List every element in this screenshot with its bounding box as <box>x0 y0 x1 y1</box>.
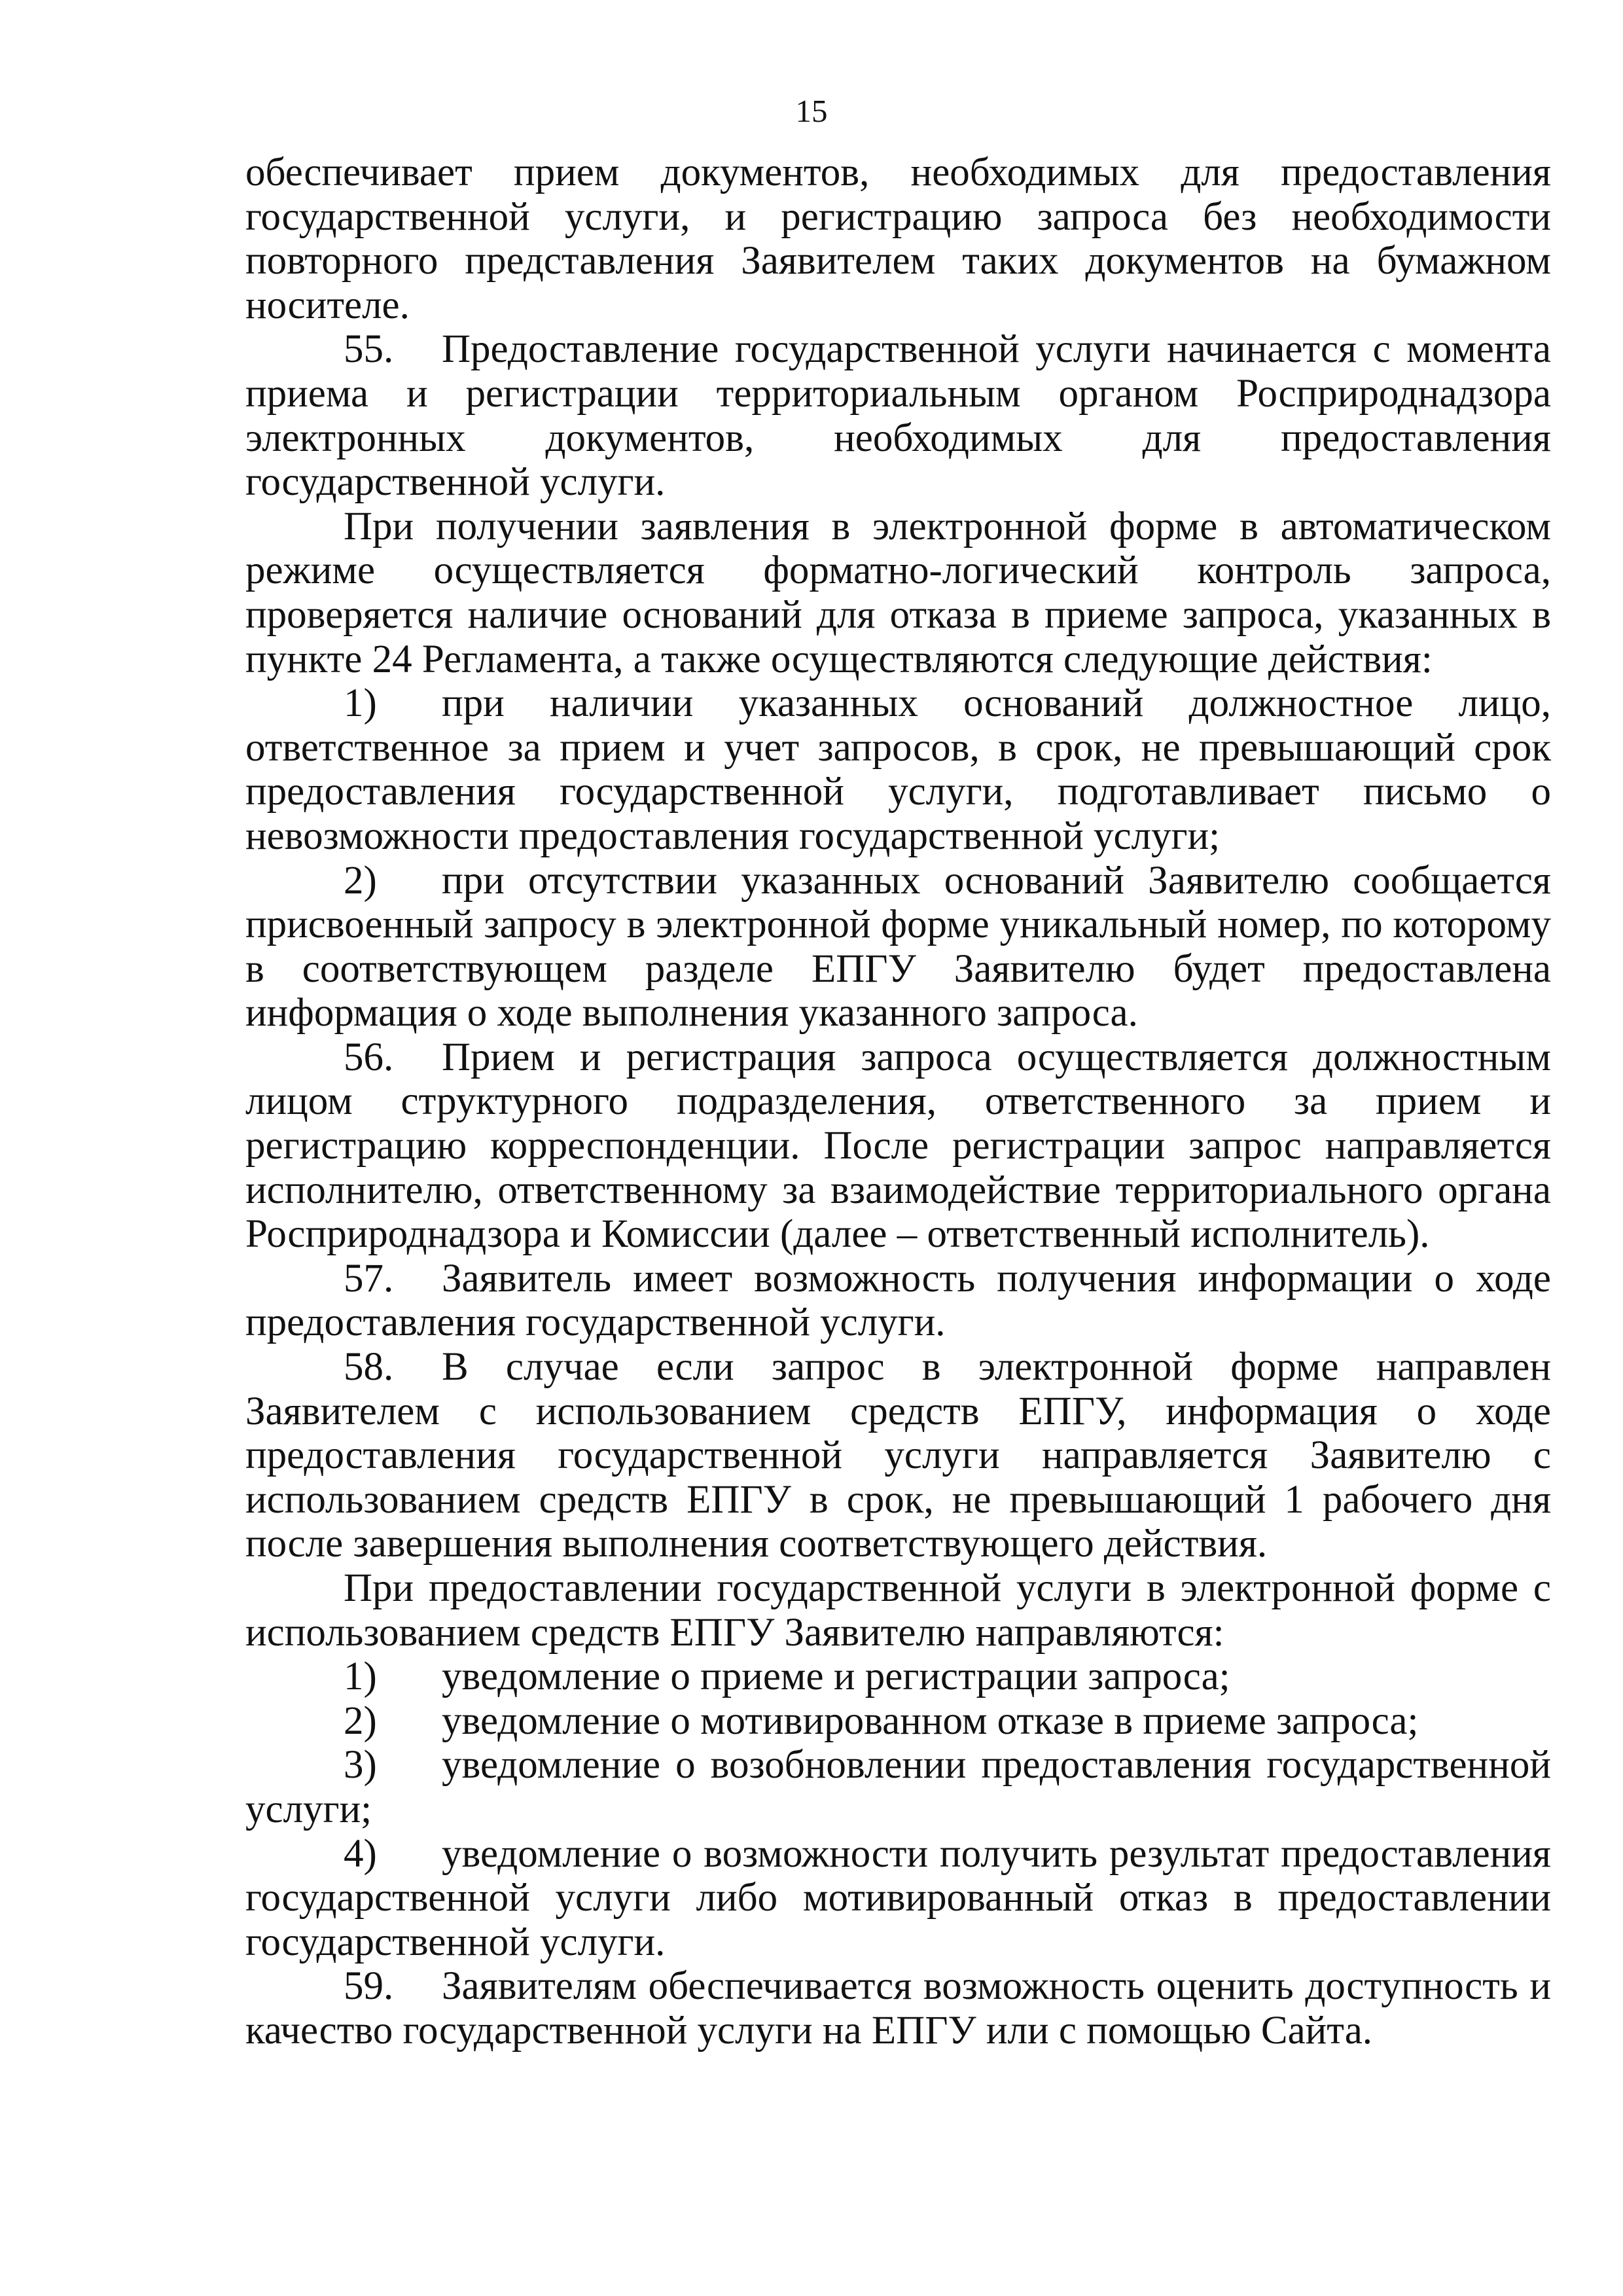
paragraph-text: Предоставление государственной услуги начинается с момента приема и регистрации территориальным органом Росприроднадзора электронных документов, необходимых для предоставления государственной услуги. <box>245 327 1551 505</box>
paragraph-56 <box>245 1035 1551 1257</box>
paragraph-55 <box>245 327 1551 504</box>
paragraph-number: 55. <box>344 327 394 372</box>
paragraph-59 <box>245 1964 1551 2053</box>
paragraph-57 <box>245 1257 1551 1345</box>
list-item-text: уведомление о возобновлении предоставления государственной услуги; <box>245 1743 1551 1831</box>
paragraph-text: При получении заявления в электронной форме в автоматическом режиме осуществляется форматно-логический контроль запроса, проверяется наличие оснований для отказа в приеме запроса, указанных в пункте 24 Регламента, а также осуществляются следующие действия: <box>245 504 1551 681</box>
paragraph-continuation <box>245 151 1551 327</box>
paragraph-text: обеспечивает прием документов, необходимых для предоставления государственной услуги, и регистрацию запроса без необходимости повторного представления Заявителем таких документов на бумажном носителе. <box>245 151 1551 327</box>
paragraph-text: В случае если запрос в электронной форме направлен Заявителем с использованием средств ЕПГУ, информация о ходе предоставления государственной услуги направляется Заявителю с использованием средств ЕПГУ в срок, не превышающий 1 рабочего дня после завершения выполнения соответствующего действия. <box>245 1345 1551 1566</box>
notification-item-3 <box>245 1743 1551 1831</box>
list-item-text: уведомление о приеме и регистрации запроса; <box>442 1655 1230 1699</box>
list-item-1 <box>245 681 1551 858</box>
list-item-2 <box>245 859 1551 1035</box>
list-item-text: уведомление о мотивированном отказе в приеме запроса; <box>442 1698 1419 1743</box>
paragraph-number: 59. <box>344 1964 394 2009</box>
list-marker: 1) <box>344 681 377 726</box>
paragraph-electronic-application <box>245 505 1551 681</box>
list-marker: 2) <box>344 1698 377 1743</box>
list-marker: 3) <box>344 1743 377 1787</box>
paragraph-text: При предоставлении государственной услуги в электронной форме с использованием средств ЕПГУ Заявителю направляются: <box>245 1566 1551 1655</box>
list-marker: 4) <box>344 1831 377 1876</box>
paragraph-58 <box>245 1345 1551 1566</box>
list-item-text: уведомление о возможности получить результат предоставления государственной услуги либо мотивированный отказ в предоставлении государственной услуги. <box>245 1831 1551 1964</box>
paragraph-text: Прием и регистрация запроса осуществляется должностным лицом структурного подразделения, ответственного за прием и регистрацию корреспонденции. После регистрации запрос направляется исполнителю, ответственному за взаимодействие территориального органа Росприроднадзора и Комиссии (далее – ответственный исполнитель). <box>245 1035 1551 1257</box>
paragraph-number: 58. <box>344 1345 394 1390</box>
list-item-text: при отсутствии указанных оснований Заявителю сообщается присвоенный запросу в электронной форме уникальный номер, по которому в соответствующем разделе ЕПГУ Заявителю будет предоставлена информация о ходе выполнения указанного запроса. <box>245 858 1551 1035</box>
paragraph-text: Заявителям обеспечивается возможность оценить доступность и качество государственной услуги на ЕПГУ или с помощью Сайта. <box>245 1964 1551 2053</box>
notification-item-2 <box>245 1699 1551 1744</box>
paragraph-number: 57. <box>344 1256 394 1300</box>
notification-item-1 <box>245 1655 1551 1699</box>
paragraph-notifications-intro <box>245 1566 1551 1655</box>
list-item-text: при наличии указанных оснований должностное лицо, ответственное за прием и учет запросов, в срок, не превышающий срок предоставления государственной услуги, подготавливает письмо о невозможности предоставления государственной услуги; <box>245 681 1551 858</box>
document-body <box>245 151 1551 2053</box>
list-marker: 2) <box>344 858 377 903</box>
notification-item-4 <box>245 1832 1551 1965</box>
paragraph-text: Заявитель имеет возможность получения информации о ходе предоставления государственной услуги. <box>245 1256 1551 1345</box>
list-marker: 1) <box>344 1655 377 1699</box>
page-number: 15 <box>795 93 828 129</box>
paragraph-number: 56. <box>344 1035 394 1079</box>
